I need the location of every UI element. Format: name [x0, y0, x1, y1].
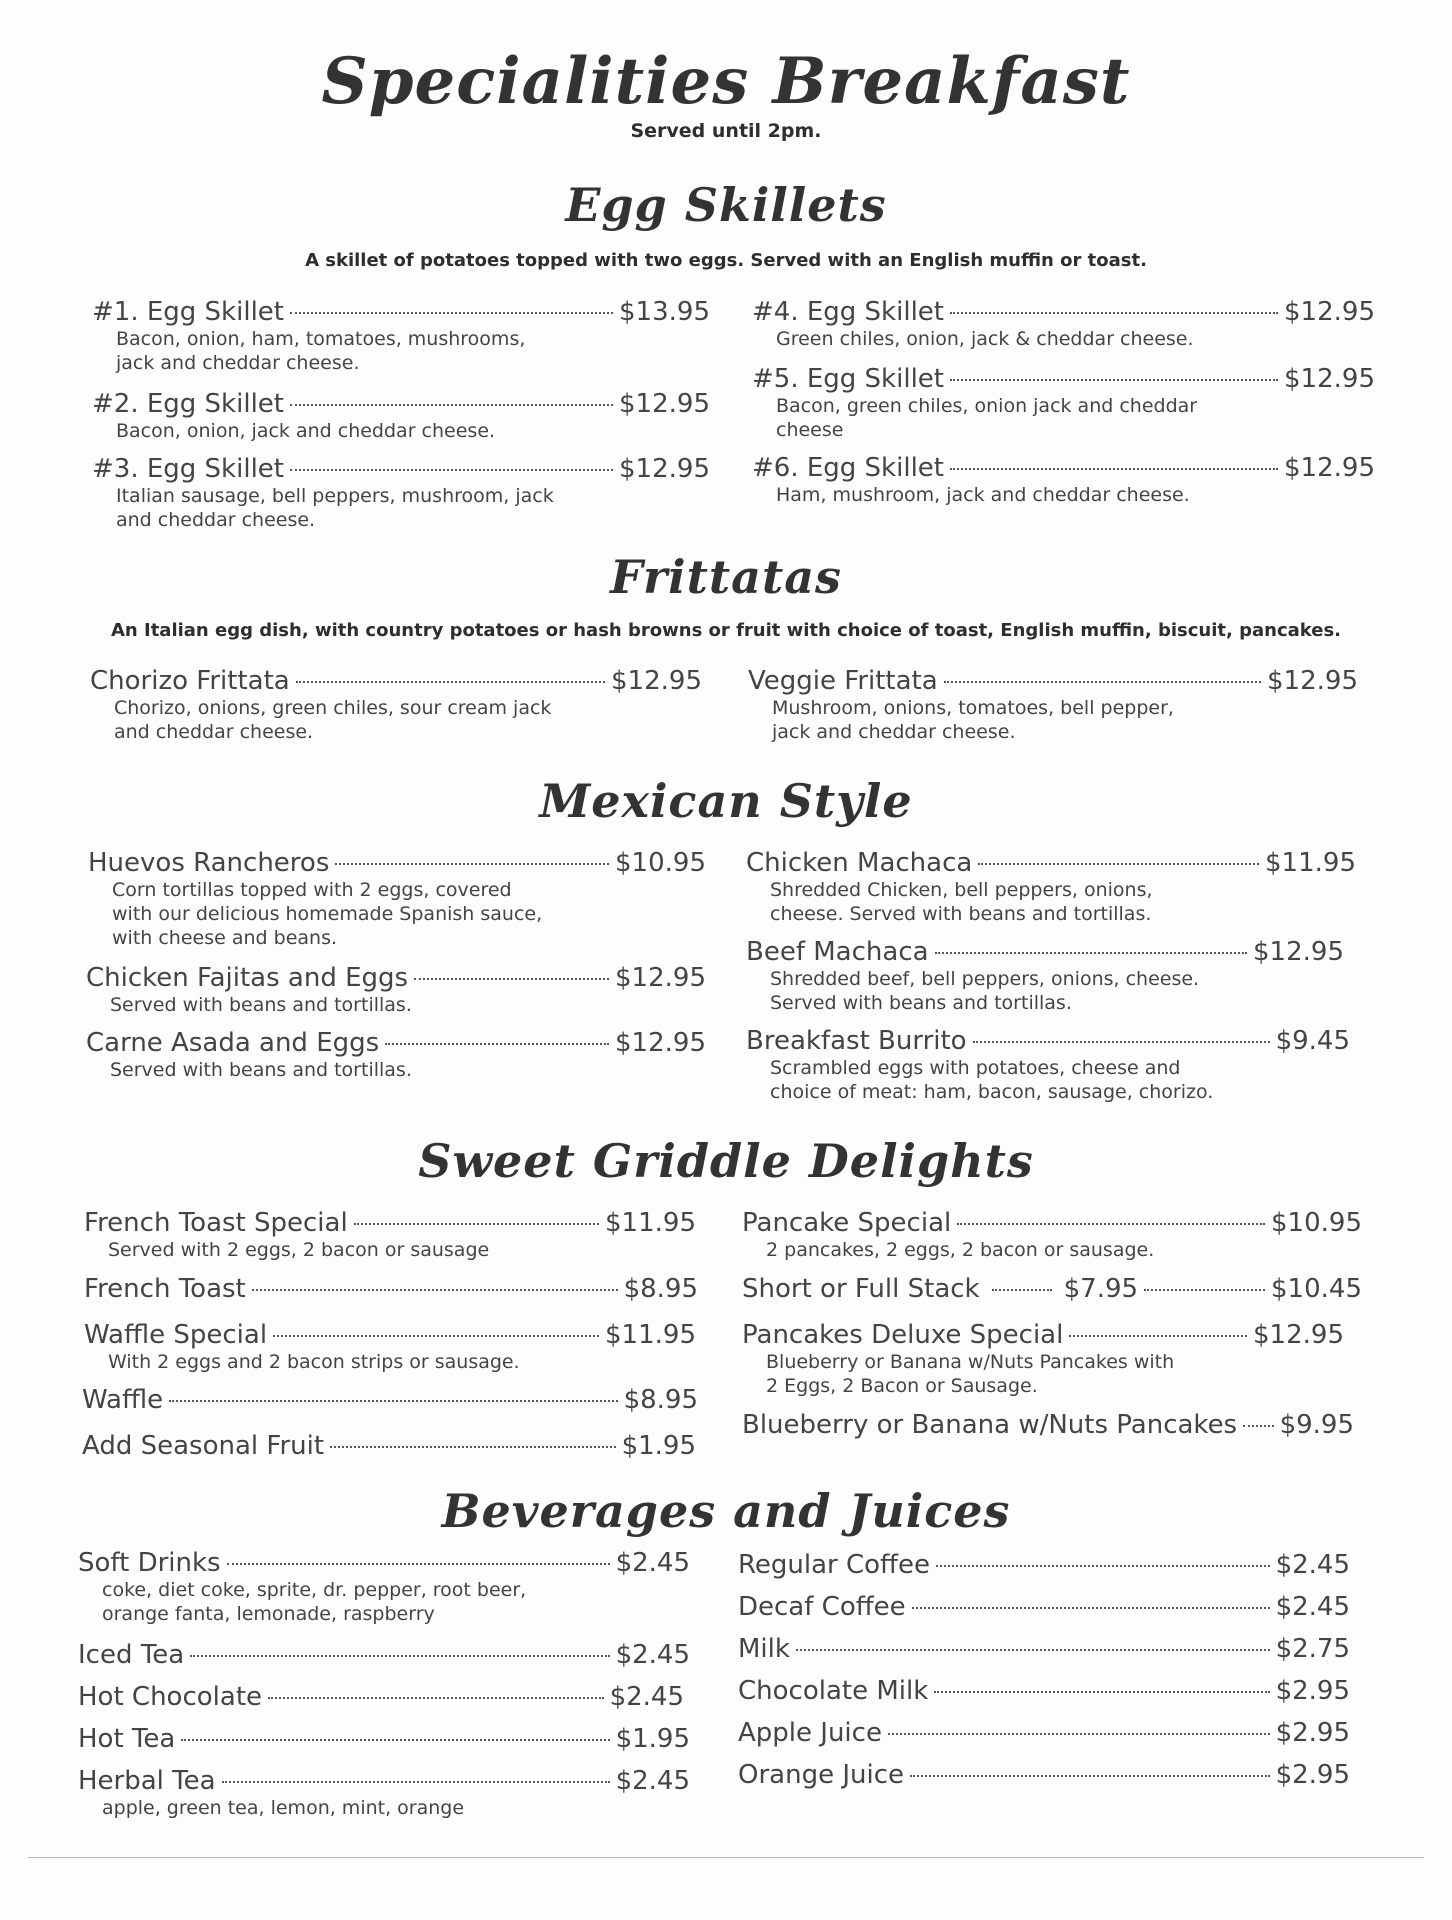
item-name: Chicken Fajitas and Eggs — [86, 963, 409, 993]
menu-item — [742, 1208, 1362, 1262]
item-description: With 2 eggs and 2 bacon strips or sausage. — [108, 1351, 520, 1373]
item-description: jack and cheddar cheese. — [772, 721, 1016, 743]
leader-dots — [330, 1446, 616, 1448]
item-description: Served with 2 eggs, 2 bacon or sausage — [108, 1239, 490, 1261]
menu-item — [738, 1718, 1350, 1748]
item-name: Blueberry or Banana w/Nuts Pancakes — [742, 1410, 1238, 1440]
leader-dots — [910, 1775, 1270, 1777]
item-name: #3. Egg Skillet — [92, 454, 284, 484]
item-price: $12.95 — [615, 963, 706, 993]
leader-dots — [169, 1400, 617, 1402]
item-description: Chorizo, onions, green chiles, sour cream jack — [114, 697, 552, 719]
leader-dots — [290, 312, 613, 314]
item-price: $1.95 — [621, 1431, 696, 1461]
leader-dots — [273, 1335, 599, 1337]
item-name: Apple Juice — [738, 1718, 882, 1748]
item-price: $13.95 — [619, 297, 710, 327]
menu-item — [752, 453, 1375, 507]
item-price: $12.95 — [1284, 297, 1375, 327]
leader-dots — [1144, 1289, 1265, 1291]
item-description: and cheddar cheese. — [116, 509, 316, 531]
item-price: $12.95 — [1253, 937, 1344, 967]
menu-item — [738, 1760, 1350, 1790]
menu-item — [752, 297, 1375, 351]
leader-dots — [1069, 1335, 1247, 1337]
item-description: Served with beans and tortillas. — [770, 992, 1072, 1014]
item-price: $12.95 — [615, 1028, 706, 1058]
leader-dots — [290, 469, 613, 471]
item-name: Hot Tea — [78, 1724, 176, 1754]
menu-item — [78, 1548, 690, 1626]
item-price: $2.95 — [1275, 1760, 1350, 1790]
item-description: cheese — [776, 419, 844, 441]
menu-item — [748, 666, 1358, 744]
item-description: Bacon, green chiles, onion jack and cheddar — [776, 395, 1198, 417]
leader-dots — [936, 1565, 1270, 1567]
leader-dots — [912, 1607, 1270, 1609]
item-name: Regular Coffee — [738, 1550, 930, 1580]
menu-item — [88, 848, 706, 950]
item-price: $12.95 — [619, 389, 710, 419]
item-price: $2.45 — [609, 1682, 684, 1712]
item-price: $2.45 — [1275, 1550, 1350, 1580]
menu-item — [92, 389, 710, 443]
leader-dots — [290, 404, 613, 406]
item-price: $2.45 — [1275, 1592, 1350, 1622]
menu-item — [78, 1766, 690, 1820]
item-price: $2.95 — [1275, 1676, 1350, 1706]
item-price-full-stack: $10.45 — [1271, 1274, 1362, 1304]
section-desc-egg-skillets: A skillet of potatoes topped with two eggs. Served with an English muffin or toast. — [305, 250, 1147, 271]
item-name: #1. Egg Skillet — [92, 297, 284, 327]
item-name: Soft Drinks — [78, 1548, 221, 1578]
menu-item — [738, 1550, 1350, 1580]
item-name: Chorizo Frittata — [90, 666, 290, 696]
item-description: with cheese and beans. — [112, 927, 338, 949]
leader-dots — [973, 1041, 1270, 1043]
leader-dots — [354, 1223, 599, 1225]
item-description: choice of meat: ham, bacon, sausage, chorizo. — [770, 1081, 1214, 1103]
leader-dots — [414, 978, 609, 980]
item-price: $8.95 — [623, 1274, 698, 1304]
item-price: $1.95 — [615, 1724, 690, 1754]
item-price: $2.95 — [1275, 1718, 1350, 1748]
menu-item — [746, 937, 1344, 1015]
item-description: Mushroom, onions, tomatoes, bell pepper, — [772, 697, 1174, 719]
item-name: Breakfast Burrito — [746, 1026, 967, 1056]
item-name: Waffle — [82, 1385, 164, 1415]
menu-item — [92, 297, 710, 375]
item-description: jack and cheddar cheese. — [116, 352, 360, 374]
item-price: $12.95 — [1253, 1320, 1344, 1350]
item-price: $2.45 — [615, 1766, 690, 1796]
item-description: Green chiles, onion, jack & cheddar cheese. — [776, 328, 1194, 350]
menu-item — [742, 1274, 1362, 1304]
item-description: Bacon, onion, ham, tomatoes, mushrooms, — [116, 328, 526, 350]
leader-dots — [957, 1223, 1265, 1225]
item-name: Chicken Machaca — [746, 848, 973, 878]
item-description: with our delicious homemade Spanish sauce, — [112, 903, 543, 925]
item-price: $2.75 — [1275, 1634, 1350, 1664]
item-price: $11.95 — [1265, 848, 1356, 878]
item-description: orange fanta, lemonade, raspberry — [102, 1603, 435, 1625]
menu-item — [82, 1385, 698, 1415]
leader-dots — [944, 681, 1261, 683]
leader-dots — [992, 1289, 1052, 1291]
item-name: Pancake Special — [742, 1208, 952, 1238]
leader-dots — [935, 952, 1247, 954]
item-price: $12.95 — [1284, 453, 1375, 483]
item-name: Pancakes Deluxe Special — [742, 1320, 1064, 1350]
leader-dots — [385, 1043, 609, 1045]
item-description: Bacon, onion, jack and cheddar cheese. — [116, 420, 496, 442]
menu-item — [78, 1682, 684, 1712]
item-price: $2.45 — [615, 1548, 690, 1578]
item-name: Veggie Frittata — [748, 666, 938, 696]
item-description: Served with beans and tortillas. — [110, 994, 412, 1016]
item-name: #6. Egg Skillet — [752, 453, 944, 483]
menu-item — [86, 1028, 706, 1082]
section-title-beverages-and-juices: Beverages and Juices — [441, 1484, 1011, 1538]
section-title-egg-skillets: Egg Skillets — [565, 178, 887, 232]
menu-item — [92, 454, 710, 532]
item-price: $12.95 — [1267, 666, 1358, 696]
item-name: Waffle Special — [84, 1320, 268, 1350]
item-price: $12.95 — [619, 454, 710, 484]
menu-item — [78, 1724, 690, 1754]
leader-dots — [1243, 1425, 1273, 1427]
item-name: Huevos Rancheros — [88, 848, 330, 878]
section-title-frittatas: Frittatas — [610, 550, 842, 604]
section-title-sweet-griddle-delights: Sweet Griddle Delights — [418, 1134, 1034, 1188]
leader-dots — [181, 1739, 609, 1741]
menu-item — [742, 1320, 1344, 1398]
leader-dots — [227, 1563, 610, 1565]
item-description: apple, green tea, lemon, mint, orange — [102, 1797, 465, 1819]
menu-item — [82, 1431, 696, 1461]
item-name: Chocolate Milk — [738, 1676, 929, 1706]
leader-dots — [950, 312, 1278, 314]
menu-item — [742, 1410, 1354, 1440]
leader-dots — [950, 379, 1278, 381]
item-description: Shredded Chicken, bell peppers, onions, — [770, 879, 1153, 901]
menu-item — [738, 1592, 1350, 1622]
item-name: Beef Machaca — [746, 937, 929, 967]
item-description: 2 pancakes, 2 eggs, 2 bacon or sausage. — [766, 1239, 1155, 1261]
menu-item — [752, 364, 1375, 442]
section-title-mexican-style: Mexican Style — [539, 774, 913, 828]
menu-item — [746, 848, 1356, 926]
item-description: 2 Eggs, 2 Bacon or Sausage. — [766, 1375, 1038, 1397]
menu-title: Specialities Breakfast — [321, 44, 1131, 119]
leader-dots — [934, 1691, 1269, 1693]
item-description: Shredded beef, bell peppers, onions, cheese. — [770, 968, 1200, 990]
item-price: $12.95 — [611, 666, 702, 696]
section-desc-frittatas: An Italian egg dish, with country potatoes or hash browns or fruit with choice of toast, English muffin, biscuit, pancakes. — [110, 620, 1342, 641]
leader-dots — [796, 1649, 1270, 1651]
item-name: #4. Egg Skillet — [752, 297, 944, 327]
item-price: $7.95 — [1063, 1274, 1139, 1304]
item-description: Italian sausage, bell peppers, mushroom, jack — [116, 485, 554, 507]
item-name: #2. Egg Skillet — [92, 389, 284, 419]
item-name: Herbal Tea — [78, 1766, 216, 1796]
leader-dots — [268, 1697, 604, 1699]
item-price: $11.95 — [605, 1320, 696, 1350]
leader-dots — [335, 863, 609, 865]
item-name: Orange Juice — [738, 1760, 904, 1790]
item-description: Corn tortillas topped with 2 eggs, covered — [112, 879, 512, 901]
leader-dots — [296, 681, 605, 683]
item-description: Blueberry or Banana w/Nuts Pancakes with — [766, 1351, 1175, 1373]
item-name: Short or Full Stack — [742, 1274, 980, 1304]
item-price: $8.95 — [623, 1385, 698, 1415]
item-description: Served with beans and tortillas. — [110, 1059, 412, 1081]
menu-item — [746, 1026, 1350, 1104]
leader-dots — [888, 1733, 1270, 1735]
item-description: and cheddar cheese. — [114, 721, 314, 743]
item-price: $10.95 — [615, 848, 706, 878]
menu-subtitle: Served until 2pm. — [630, 120, 822, 142]
item-name: French Toast — [84, 1274, 246, 1304]
leader-dots — [222, 1781, 610, 1783]
item-description: Ham, mushroom, jack and cheddar cheese. — [776, 484, 1190, 506]
menu-item — [84, 1274, 698, 1304]
menu-item — [84, 1320, 696, 1374]
bottom-divider — [28, 1857, 1424, 1858]
item-price: $2.45 — [615, 1640, 690, 1670]
item-price: $11.95 — [605, 1208, 696, 1238]
item-description: coke, diet coke, sprite, dr. pepper, root beer, — [102, 1579, 527, 1601]
item-description: cheese. Served with beans and tortillas. — [770, 903, 1152, 925]
menu-item — [738, 1634, 1350, 1664]
item-price: $9.95 — [1279, 1410, 1354, 1440]
item-name: Iced Tea — [78, 1640, 185, 1670]
menu-item — [78, 1640, 690, 1670]
menu-item — [90, 666, 702, 744]
item-name: Decaf Coffee — [738, 1592, 906, 1622]
item-price: $12.95 — [1284, 364, 1375, 394]
leader-dots — [252, 1289, 618, 1291]
item-name: Carne Asada and Eggs — [86, 1028, 380, 1058]
item-name: Hot Chocolate — [78, 1682, 263, 1712]
item-name: Add Seasonal Fruit — [82, 1431, 325, 1461]
menu-item — [84, 1208, 696, 1262]
item-description: Scrambled eggs with potatoes, cheese and — [770, 1057, 1181, 1079]
menu-item — [738, 1676, 1350, 1706]
item-name: #5. Egg Skillet — [752, 364, 944, 394]
leader-dots — [950, 468, 1278, 470]
item-price: $10.95 — [1271, 1208, 1362, 1238]
item-price: $9.45 — [1275, 1026, 1350, 1056]
leader-dots — [190, 1655, 609, 1657]
leader-dots — [978, 863, 1259, 865]
item-name: French Toast Special — [84, 1208, 348, 1238]
item-name: Milk — [738, 1634, 790, 1664]
menu-item — [86, 963, 706, 1017]
